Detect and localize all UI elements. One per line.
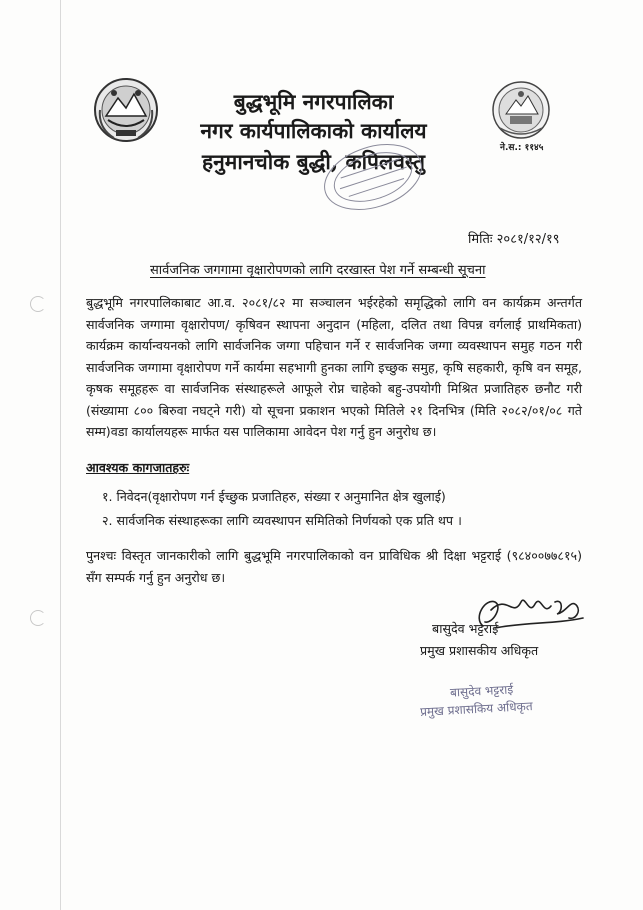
- seal-name: बासुदेव भट्टराई: [449, 682, 514, 700]
- punch-hole-bottom: [30, 610, 46, 626]
- office-name: बुद्धभूमि नगरपालिका: [233, 89, 394, 114]
- required-doc-item: २. सार्वजनिक संस्थाहरूका लागि व्यवस्थापन समितिको निर्णयको एक प्रति थप ।: [102, 513, 462, 528]
- office-address: हनुमानचोक बुद्धी, कपिलवस्तु: [201, 149, 426, 174]
- required-docs-heading: आवश्यक कागजातहरुः: [86, 460, 190, 475]
- punch-hole-top: [30, 296, 46, 312]
- notice-subject: सार्वजनिक जगगामा वृक्षारोपणको लागि दरखास्त पेश गर्ने सम्बन्धी सूचना: [150, 263, 486, 278]
- seal-title: प्रमुख प्रशासकिय अधिकृत: [419, 699, 533, 719]
- postscript-paragraph: पुनश्चः विस्तृत जानकारीको लागि बुद्धभूमि नगरपालिकाको वन प्राविधिक श्री दिक्षा भट्टराई (९८४००७७८१५) सँग सम्पर्क गर्नु हुन अनुरोध छ।: [86, 548, 582, 585]
- required-doc-item: १. निवेदन(वृक्षारोपण गर्न ईच्छुक प्रजातिहरु, संख्या र अनुमानित क्षेत्र खुलाई): [102, 489, 446, 504]
- main-paragraph: बुद्धभूमि नगरपालिकाबाट आ.व. २०८१/८२ मा सञ्चालन भईरहेको समृद्धिको लागि वन कार्यक्रम अन्तर्गत सार्वजनिक जग्गामा वृक्षारोपण/ कृषिवन स्थापना अनुदान (महिला, दलित तथा विपन्न वर्गलाई प्राथमिकता) कार्यक्रम कार्यान्वयनको लागि सार्वजनिक जग्गा पहिचान गर्ने र सार्वजनिक जग्गा व्यवस्थापन समुह गठन गरी सार्वजनिक जग्गामा वृक्षारोपण गर्ने कार्यमा सहभागी हुनका लागि इच्छुक समुह, कृषि सहकारी, कृषि वन समूह, कृषक समूहहरू वा सार्वजनिक संस्थाहरूले आफूले रोप्न चाहेको बहु-उपयोगी मिश्रित प्रजातिहरु छनौट गरी (संख्यामा ८०० बिरुवा नघट्ने गरी) यो सूचना प्रकाशन भएको मितिले २१ दिनभित्र (मिति २०८२/०१/०८ गते सम्म)वडा कार्यालयहरू मार्फत यस पालिकामा आवेदन पेश गर्नु हुन अनुरोध छ।: [86, 295, 582, 439]
- signer-title: प्रमुख प्रशासकीय अधिकृत: [420, 643, 539, 658]
- notice-date: मितिः २०८१/१२/१९: [468, 232, 560, 247]
- office-stamp-icon: [318, 138, 428, 216]
- office-subtitle: नगर कार्यपालिकाको कार्यालय: [200, 118, 427, 143]
- signer-name: बासुदेव भट्टराई: [432, 621, 499, 636]
- logo-reg-number: ने.स.: ११४५: [500, 143, 544, 153]
